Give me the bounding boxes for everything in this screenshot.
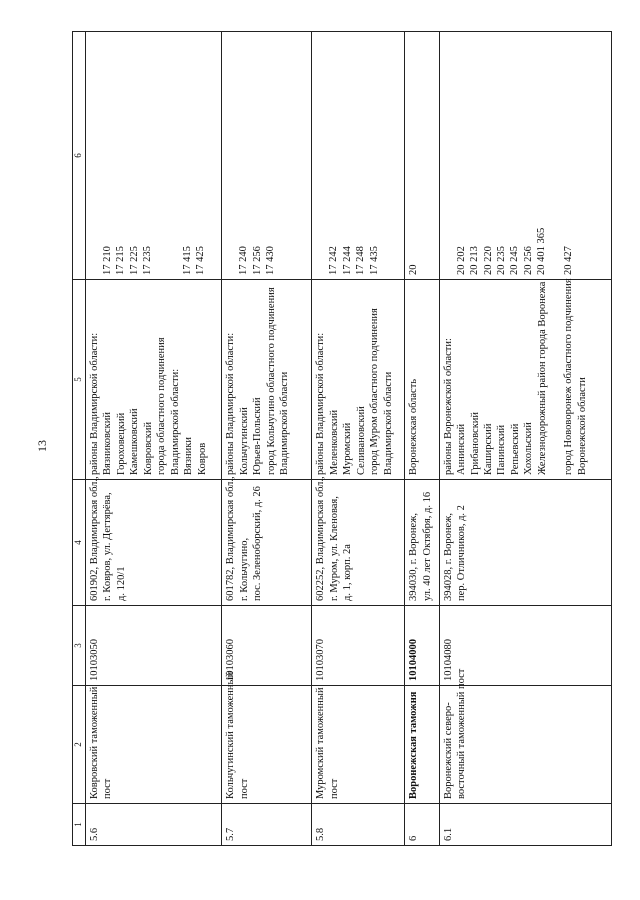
customs-code: 10104000 — [405, 606, 440, 686]
customs-table — [72, 31, 612, 846]
okato-codes: 20 — [405, 32, 440, 280]
okato-codes: 20 202 20 213 20 220 20 235 20 245 20 256 20 401 365 20 427 — [439, 32, 611, 280]
okato-codes: 17 242 17 244 17 248 17 435 — [312, 32, 405, 280]
row-number: 6.1 — [439, 804, 611, 846]
post-name: Воронежский северо- восточный таможенный пост — [439, 686, 611, 804]
customs-address: 394030, г. Воронеж, ул. 40 лет Октября, д. 16 — [405, 480, 440, 606]
post-code: 10103060 — [222, 606, 312, 686]
region-list: Воронежская область — [405, 280, 440, 480]
post-address: 394028, г. Воронеж, пер. Отличников, д. 2 — [439, 480, 611, 606]
table-row — [86, 32, 222, 846]
header-row — [73, 32, 86, 846]
table-row — [312, 32, 405, 846]
okato-codes: 17 240 17 256 17 430 — [222, 32, 312, 280]
post-address: 602252, Владимирская обл., г. Муром, ул. Кленовая, д. 1, корп. 2а — [312, 480, 405, 606]
region-list: районы Воронежской области: Аннинский Грибановский Каширский Панинский Репьевский Хохольский Железнодорожный район города Воронежа город Нововоронеж областного подчинения Воронежской области — [439, 280, 611, 480]
post-code: 10103050 — [86, 606, 222, 686]
post-code: 10104080 — [439, 606, 611, 686]
post-address: 601782, Владимирская обл., г. Кольчугино, пос. Зеленоборский, д. 26 — [222, 480, 312, 606]
row-number: 5.8 — [312, 804, 405, 846]
post-code: 10103070 — [312, 606, 405, 686]
row-number: 6 — [405, 804, 440, 846]
column-header-4: 4 — [73, 480, 86, 606]
column-header-3: 3 — [73, 606, 86, 686]
column-header-5: 5 — [73, 280, 86, 480]
table-row — [405, 32, 440, 846]
post-name: Муромский таможенный пост — [312, 686, 405, 804]
column-header-1: 1 — [73, 804, 86, 846]
table-row — [222, 32, 312, 846]
table-container — [72, 32, 612, 846]
region-list: районы Владимирской области: Кольчугинский Юрьев-Польский город Кольчугино областного подчинения Владимирской области — [222, 280, 312, 480]
page-number: 13 — [35, 440, 49, 452]
customs-name: Воронежская таможня — [405, 686, 440, 804]
column-header-6: 6 — [73, 32, 86, 280]
post-name: Ковровский таможенный пост — [86, 686, 222, 804]
row-number: 5.6 — [86, 804, 222, 846]
okato-codes: 17 210 17 215 17 225 17 235 17 415 17 425 — [86, 32, 222, 280]
post-name: Кольчугинский таможенный пост — [222, 686, 312, 804]
region-list: районы Владимирской области: Меленковский Муромский Селивановский город Муром областного подчинения Владимирской области — [312, 280, 405, 480]
region-list: районы Владимирской области: Вязниковский Гороховецкий Камешковский Ковровский города областного подчинения Владимирской области: Вязники Ковров — [86, 280, 222, 480]
row-number: 5.7 — [222, 804, 312, 846]
column-header-2: 2 — [73, 686, 86, 804]
table-row — [439, 32, 611, 846]
post-address: 601902, Владимирская обл., г. Ковров, ул. Дегтярёва, д. 120/1 — [86, 480, 222, 606]
